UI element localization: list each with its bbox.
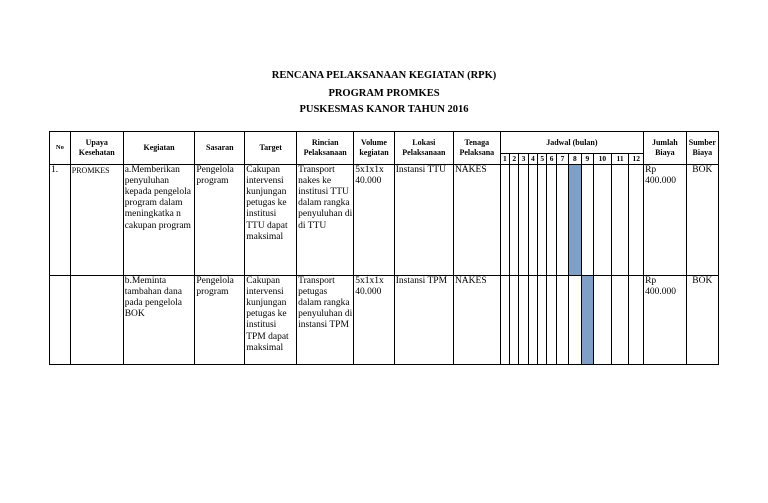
cell-upaya: PROMKES [70,164,123,275]
month-cell [556,164,568,275]
doc-title: RENCANA PELAKSANAAN KEGIATAN (RPK) [271,70,497,81]
month-header: 4 [528,154,537,165]
cell-jumlah: Rp 400.000 [644,275,687,364]
cell-rincian: Transport petugas dalam rangka penyuluhan di instansi TPM [297,275,354,364]
cell-sasaran: Pengelola program [195,164,245,275]
month-cell [538,275,547,364]
month-cell [500,164,509,275]
doc-subtitle-program: PROGRAM PROMKES [328,88,440,99]
header-sasaran: Sasaran [195,132,245,165]
month-cell [519,164,528,275]
cell-target: Cakupan intervensi kunjungan petugas ke institusi TTU dapat maksimal [245,164,297,275]
month-cell [519,275,528,364]
cell-no: 1. [50,164,71,275]
month-cell [611,275,629,364]
month-cell [611,164,629,275]
header-jadwal: Jadwal (bulan) [500,132,643,154]
month-header: 9 [581,154,593,165]
cell-target: Cakupan intervensi kunjungan petugas ke institusi TPM dapat maksimal [245,275,297,364]
header-kegiatan: Kegiatan [123,132,195,165]
header-target: Target [245,132,297,165]
month-cell [528,164,537,275]
cell-sumber: BOK [686,164,718,275]
month-cell [500,275,509,364]
month-header: 7 [556,154,568,165]
cell-jumlah: Rp 400.000 [644,164,687,275]
cell-sasaran: Pengelola program [195,275,245,364]
cell-sumber: BOK [686,275,718,364]
table-row [50,164,719,275]
month-cell [569,164,581,275]
month-cell [528,275,537,364]
cell-rincian: Transport nakes ke institusi TTU dalam rangka penyuluhan di di TTU [297,164,354,275]
header-tenaga: Tenaga Pelaksana [453,132,500,165]
month-cell [538,164,547,275]
month-cell [547,164,556,275]
month-header: 10 [594,154,612,165]
month-cell [547,275,556,364]
doc-subtitle-puskesmas: PUSKESMAS KANOR TAHUN 2016 [299,104,469,115]
kegiatan-prefix: a. [124,164,132,175]
header-upaya: Upaya Kesehatan [70,132,123,165]
month-cell [594,164,612,275]
month-header: 12 [629,154,644,165]
rpk-table [49,131,719,365]
cell-no [50,275,71,364]
kegiatan-text: Meminta tambahan dana pada pengelola BOK [124,275,182,320]
header-sumber: Sumber Biaya [686,132,718,165]
header-no: No [50,132,71,165]
cell-tenaga: NAKES [453,164,500,275]
cell-lokasi: Instansi TTU [394,164,453,275]
month-header: 1 [500,154,509,165]
cell-volume: 5x1x1x 40.000 [354,275,395,364]
cell-volume: 5x1x1x 40.000 [354,164,395,275]
month-cell [581,275,593,364]
month-header: 11 [611,154,629,165]
header-rincian: Rincian Pelaksanaan [297,132,354,165]
header-lokasi: Lokasi Pelaksanaan [394,132,453,165]
cell-kegiatan [123,164,195,275]
month-cell [594,275,612,364]
cell-kegiatan [123,275,195,364]
month-cell [569,275,581,364]
table-row [50,275,719,364]
month-cell [510,164,519,275]
kegiatan-prefix: b. [124,275,132,286]
month-cell [556,275,568,364]
header-jumlah: Jumlah Biaya [644,132,687,165]
cell-upaya [70,275,123,364]
month-cell [510,275,519,364]
month-header: 5 [538,154,547,165]
cell-lokasi: Instansi TPM [394,275,453,364]
cell-tenaga: NAKES [453,275,500,364]
month-header: 6 [547,154,556,165]
month-cell [629,164,644,275]
month-header: 8 [569,154,581,165]
month-cell [581,164,593,275]
kegiatan-text: Memberikan penyuluhan kepada pengelola program dalam meningkatka n cakupan program [124,164,191,231]
month-cell [629,275,644,364]
month-header: 3 [519,154,528,165]
month-header: 2 [510,154,519,165]
header-volume: Volume kegiatan [354,132,395,165]
